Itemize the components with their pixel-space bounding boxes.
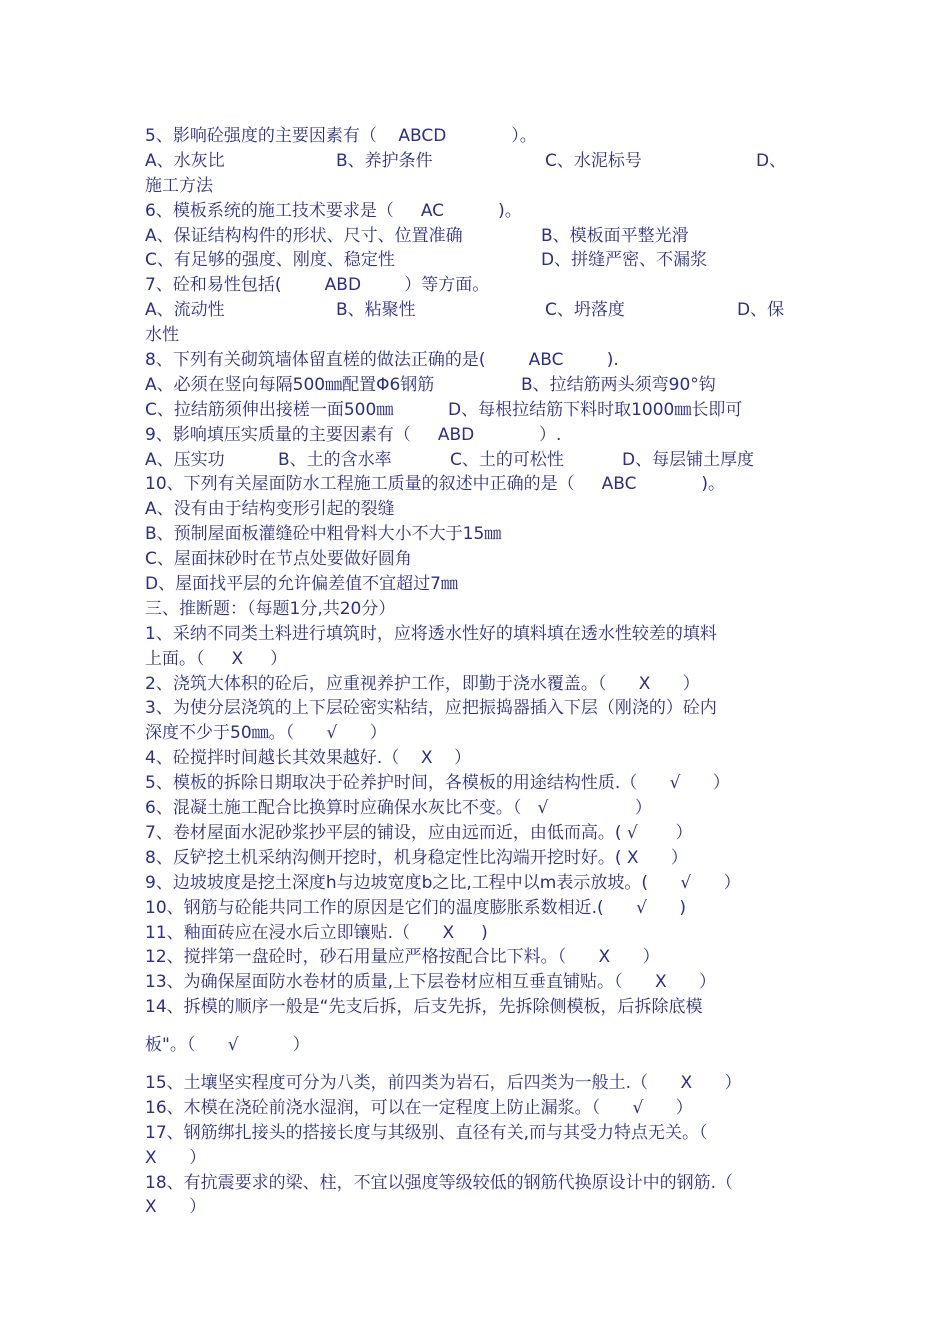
judgment-1-cont: 上面。（ X ） (145, 648, 288, 669)
judgment-13: 13、为确保屋面防水卷材的质量,上下层卷材应相互垂直铺贴。（ X ） (145, 972, 717, 993)
option-a: A、必须在竖向每隔500㎜配置Φ6钢筋 (145, 374, 435, 395)
option-a: A、流动性 (145, 300, 225, 321)
option-c: C、有足够的强度、刚度、稳定性 (145, 250, 395, 271)
question-6-options-ab (145, 224, 805, 249)
judgment-14-cont: 板"。（ √ ） (145, 1035, 310, 1056)
document-page (145, 124, 805, 1220)
option-a: A、压实功 (145, 449, 225, 470)
judgment-10: 10、钢筋与砼能共同工作的原因是它们的温度膨胀系数相近.( √ ) (145, 897, 686, 918)
question-9: 9、影响填压实质量的主要因素有（ ABD ）. (145, 424, 562, 445)
judgment-17: 17、钢筋绑扎接头的搭接长度与其级别、直径有关,而与其受力特点无关。（ (145, 1122, 708, 1143)
judgment-4: 4、砼搅拌时间越长其效果越好.（ X ） (145, 748, 472, 769)
judgment-11: 11、釉面砖应在浸水后立即镶贴.（ X ) (145, 922, 488, 943)
option-a: A、水灰比 (145, 150, 225, 171)
question-8-options-ab (145, 373, 805, 398)
question-10-option-c: C、屋面抹砂时在节点处要做好圆角 (145, 549, 412, 570)
question-5-options (145, 149, 805, 174)
judgment-18-cont: X ） (145, 1197, 207, 1218)
judgment-8: 8、反铲挖土机采纳沟侧开挖时，机身稳定性比沟端开挖时好。( X ） (145, 847, 688, 868)
question-9-options (145, 448, 805, 473)
question-10: 10、下列有关屋面防水工程施工质量的叙述中正确的是（ ABC )。 (145, 474, 725, 495)
judgment-6: 6、混凝土施工配合比换算时应确保水灰比不变。（ √ ） (145, 798, 652, 819)
judgment-7: 7、卷材屋面水泥砂浆抄平层的铺设，应由远而近，由低而高。( √ ） (145, 822, 693, 843)
question-8: 8、下列有关砌筑墙体留直槎的做法正确的是( ABC ). (145, 350, 619, 371)
question-7-option-d-cont: 水性 (145, 325, 179, 346)
judgment-9: 9、边坡坡度是挖土深度h与边坡宽度b之比,工程中以m表示放坡。( √ ） (145, 872, 741, 893)
judgment-2: 2、浇筑大体积的砼后，应重视养护工作，即勤于浇水覆盖。（ X ） (145, 673, 700, 694)
question-6-options-cd (145, 248, 805, 273)
question-10-option-d: D、屋面找平层的允许偏差值不宜超过7㎜ (145, 574, 458, 595)
option-d: D、拼缝严密、不漏浆 (541, 250, 708, 271)
question-7: 7、砼和易性包括( ABD ）等方面。 (145, 275, 490, 296)
option-d: D、 (756, 150, 787, 171)
judgment-12: 12、搅拌第一盘砼时，砂石用量应严格按配合比下料。（ X ） (145, 947, 660, 968)
question-10-option-b: B、预制屋面板灌缝砼中粗骨料大小不大于15㎜ (145, 524, 502, 545)
judgment-3: 3、为使分层浇筑的上下层砼密实粘结，应把振捣器插入下层（刚浇的）砼内 (145, 698, 717, 719)
judgment-14: 14、拆模的顺序一般是“先支后拆，后支先拆，先拆除侧模板，后拆除底模 (145, 997, 703, 1018)
question-8-options-cd (145, 398, 805, 423)
option-b: B、土的含水率 (278, 449, 392, 470)
option-c: C、水泥标号 (545, 150, 642, 171)
question-5-option-d-cont: 施工方法 (145, 175, 213, 196)
option-d: D、每根拉结筋下料时取1000㎜长即可 (448, 399, 743, 420)
judgment-1: 1、采纳不同类土料进行填筑时，应将透水性好的填料填在透水性较差的填料 (145, 623, 717, 644)
option-d: D、保 (737, 300, 785, 321)
judgment-16: 16、木模在浇砼前浇水湿润，可以在一定程度上防止漏浆。（ √ ） (145, 1097, 693, 1118)
judgment-5: 5、模板的拆除日期取决于砼养护时间，各模板的用途结构性质.（ √ ） (145, 773, 730, 794)
judgment-17-cont: X ） (145, 1147, 207, 1168)
option-b: B、养护条件 (336, 150, 433, 171)
judgment-3-cont: 深度不少于50㎜。（ √ ） (145, 723, 387, 744)
option-c: C、拉结筋须伸出接槎一面500㎜ (145, 399, 394, 420)
question-10-option-a: A、没有由于结构变形引起的裂缝 (145, 499, 395, 520)
option-c: C、坍落度 (545, 300, 625, 321)
question-5: 5、影响砼强度的主要因素有（ ABCD ）。 (145, 126, 537, 146)
section-heading: 三、推断题：（每题1分,共20分） (145, 598, 396, 619)
question-7-options (145, 298, 805, 323)
question-6: 6、模板系统的施工技术要求是（ AC )。 (145, 200, 522, 221)
judgment-18: 18、有抗震要求的梁、柱，不宜以强度等级较低的钢筋代换原设计中的钢筋.（ (145, 1172, 734, 1193)
option-a: A、保证结构构件的形状、尺寸、位置准确 (145, 225, 463, 246)
option-d: D、每层铺土厚度 (622, 449, 755, 470)
option-b: B、拉结筋两头须弯90°钩 (521, 374, 716, 395)
option-c: C、土的可松性 (450, 449, 564, 470)
option-b: B、粘聚性 (336, 300, 416, 321)
judgment-15: 15、土壤坚实程度可分为八类，前四类为岩石，后四类为一般土.（ X ） (145, 1072, 742, 1093)
option-b: B、模板面平整光滑 (541, 225, 689, 246)
